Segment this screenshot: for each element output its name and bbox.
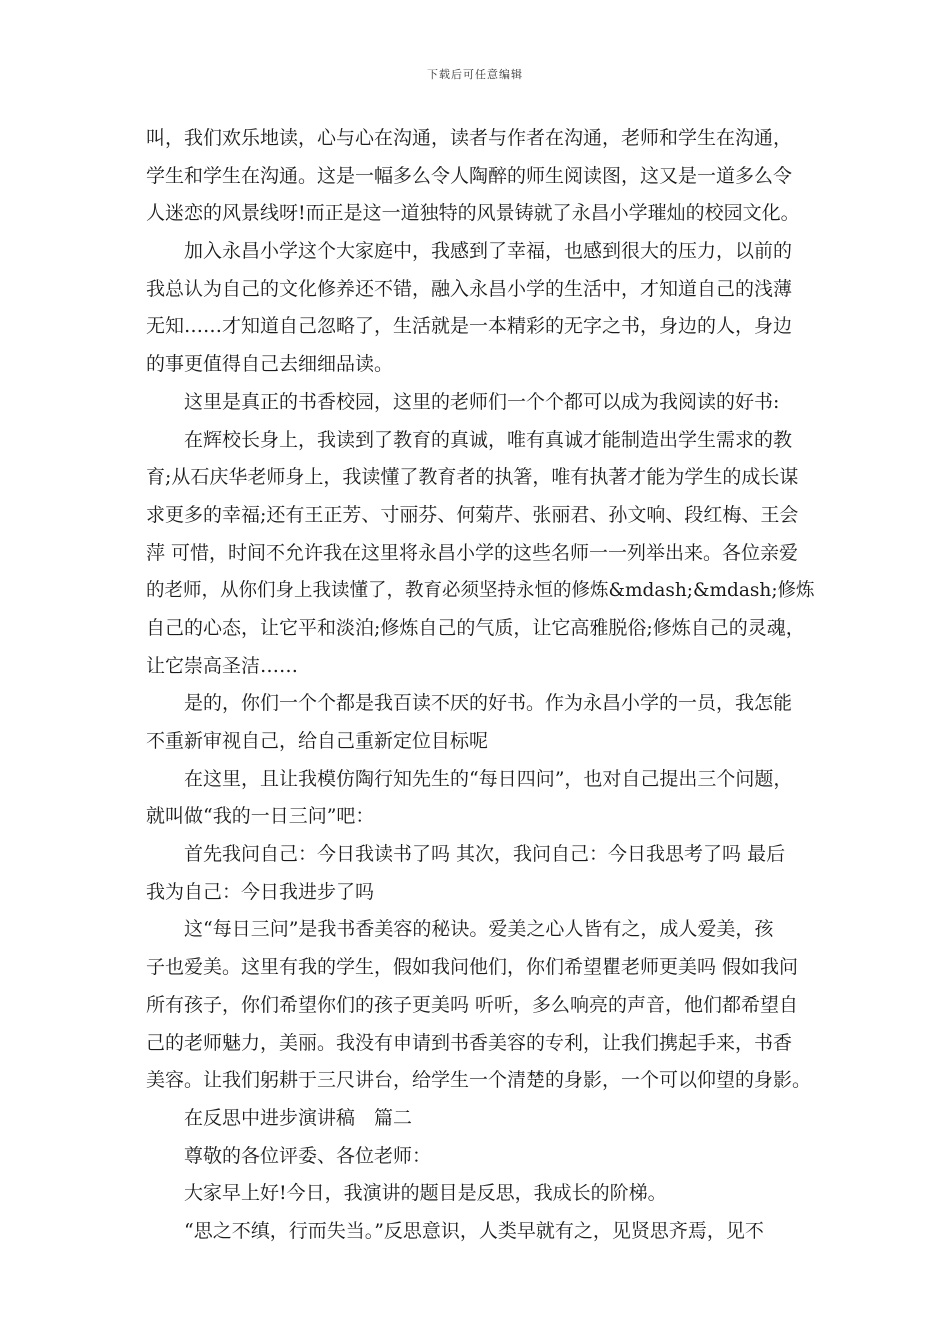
text-line: 尊敬的各位评委、各位老师： <box>184 1144 432 1167</box>
text-line: 所有孩子，你们希望你们的孩子更美吗 听听，多么响亮的声音，他们都希望自 <box>146 993 799 1016</box>
text-line: 在这里，且让我模仿陶行知先生的“每日四问”，也对自己提出三个问题， <box>184 767 793 790</box>
text-line: 自己的心态，让它平和淡泊;修炼自己的气质，让它高雅脱俗;修炼自己的灵魂， <box>146 616 805 639</box>
text-line: 在反思中进步演讲稿 篇二 <box>184 1106 413 1129</box>
text-line: 在辉校长身上，我读到了教育的真诚，唯有真诚才能制造出学生需求的教 <box>184 428 793 451</box>
text-line: 的老师，从你们身上我读懂了，教育必须坚持永恒的修炼&mdash;&mdash;修炼 <box>146 580 815 602</box>
text-line: 我总认为自己的文化修养还不错，融入永昌小学的生活中，才知道自己的浅薄 <box>146 277 793 300</box>
text-line: 这里是真正的书香校园，这里的老师们一个个都可以成为我阅读的好书: <box>184 390 780 413</box>
text-line: 求更多的幸福;还有王正芳、寸丽芬、何菊芹、张丽君、孙文响、段红梅、王会 <box>146 503 799 526</box>
text-line: 育;从石庆华老师身上，我读懂了教育者的执箸，唯有执著才能为学生的成长谋 <box>146 466 799 489</box>
text-line: 让它崇高圣洁…… <box>146 654 299 677</box>
text-line: 大家早上好!今日，我演讲的题目是反思，我成长的阶梯。 <box>184 1182 667 1205</box>
text-line: 的事更值得自己去细细品读。 <box>146 353 394 376</box>
text-line: 首先我问自己：今日我读书了吗 其次，我问自己：今日我思考了吗 最后 <box>184 843 786 866</box>
text-line: 己的老师魅力，美丽。我没有申请到书香美容的专利，让我们携起手来，书香 <box>146 1031 793 1054</box>
document-body <box>146 120 822 1251</box>
text-line: 就叫做“我的一日三问”吧： <box>146 805 375 828</box>
text-line: 我为自己：今日我进步了吗 <box>146 880 375 903</box>
text-line: 这“每日三问”是我书香美容的秘诀。爱美之心人皆有之，成人爱美，孩 <box>184 918 774 941</box>
text-line: 美容。让我们躬耕于三尺讲台，给学生一个清楚的身影，一个可以仰望的身影。 <box>146 1069 812 1092</box>
text-line: 叫，我们欢乐地读，心与心在沟通，读者与作者在沟通，老师和学生在沟通， <box>146 127 793 149</box>
page-header: 下载后可任意编辑 <box>427 68 523 81</box>
text-line: 萍 可惜，时间不允许我在这里将永昌小学的这些名师一一列举出来。各位亲爱 <box>146 541 799 564</box>
text-line: 是的，你们一个个都是我百读不厌的好书。作为永昌小学的一员，我怎能 <box>184 692 793 715</box>
text-line: 人迷恋的风景线呀!而正是这一道独特的风景铸就了永昌小学璀灿的校园文化。 <box>146 202 800 225</box>
text-line: 加入永昌小学这个大家庭中，我感到了幸福，也感到很大的压力，以前的 <box>184 240 793 263</box>
text-line: 子也爱美。这里有我的学生，假如我问他们，你们希望瞿老师更美吗 假如我问 <box>146 956 799 979</box>
text-line: 无知……才知道自己忽略了，生活就是一本精彩的无字之书，身边的人，身边 <box>146 315 793 338</box>
text-line: 学生和学生在沟通。这是一幅多么令人陶醉的师生阅读图，这又是一道多么令 <box>146 164 793 187</box>
text-line: 不重新审视自己，给自己重新定位目标呢 <box>146 730 489 752</box>
text-line: “思之不缜，行而失当。”反思意识，人类早就有之，见贤思齐焉，见不 <box>184 1219 764 1242</box>
